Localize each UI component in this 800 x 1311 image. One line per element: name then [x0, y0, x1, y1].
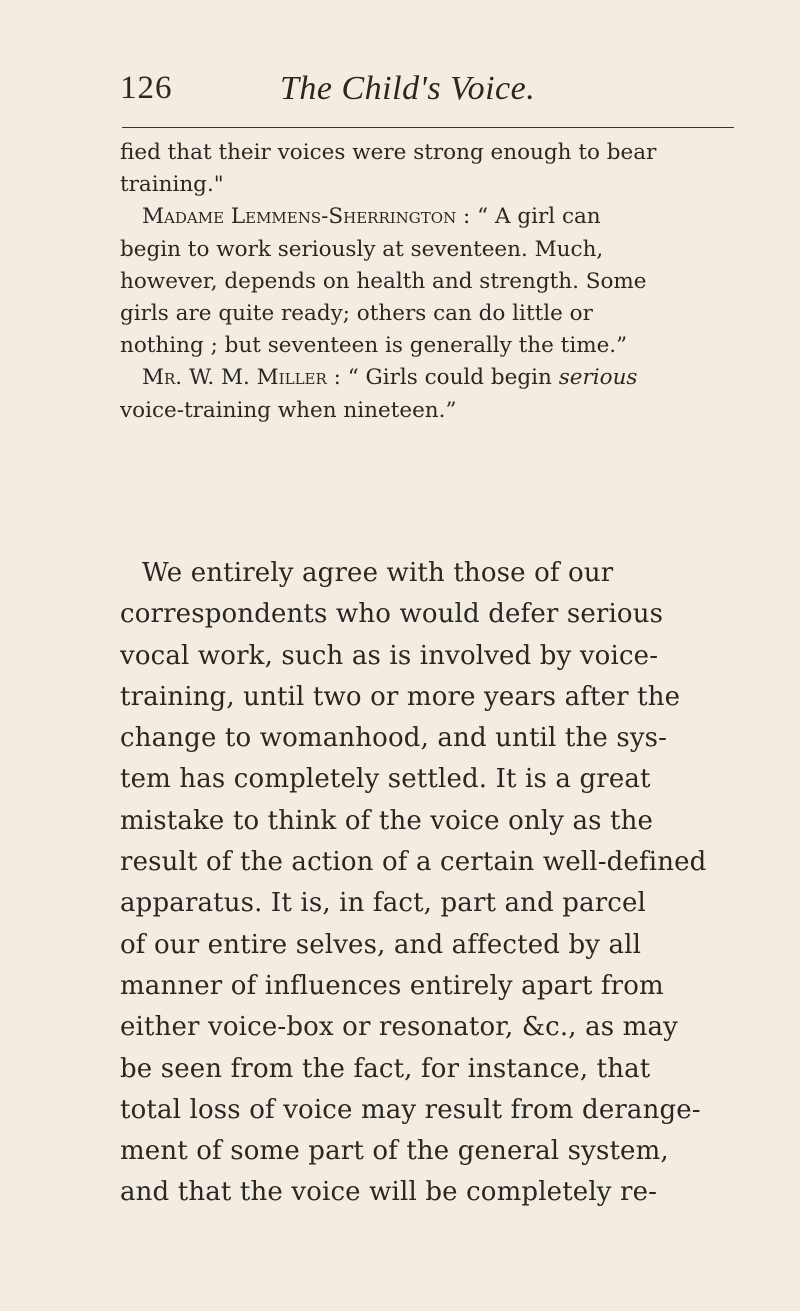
main-paragraph — [120, 553, 760, 1214]
running-title: The Child's Voice. — [280, 70, 536, 107]
text-line: of our entire selves, and affected by all — [120, 929, 642, 960]
text-line: result of the action of a certain well-defined — [120, 847, 707, 878]
text-line: either voice-box or resonator, &c., as may — [120, 1012, 678, 1043]
text-line: voice-training when nineteen.” — [120, 397, 457, 423]
emphasis-text: serious — [558, 365, 638, 391]
text-line: mistake to think of the voice only as the — [120, 805, 654, 836]
text-line: total loss of voice may result from derange- — [120, 1094, 701, 1125]
text-line: begin to work seriously at seventeen. Much, — [120, 236, 604, 262]
text-line: apparatus. It is, in fact, part and parcel — [120, 888, 647, 919]
text-line: manner of influences entirely apart from — [120, 970, 664, 1001]
text-line: and that the voice will be completely re- — [120, 1177, 658, 1208]
text-line: training, until two or more years after the — [120, 681, 681, 712]
text-line: be seen from the fact, for instance, that — [120, 1053, 651, 1084]
text-line: training." — [120, 172, 224, 198]
text-line: correspondents who would defer serious — [120, 599, 664, 630]
text-line: tem has completely settled. It is a great — [120, 764, 651, 795]
quotes-block — [120, 137, 760, 427]
speaker-name: Madame Lemmens-Sherrington : — [142, 204, 471, 230]
text-line: We entirely agree with those of our — [142, 558, 614, 588]
page-number: 126 — [120, 70, 173, 106]
quote-miller-first-line — [120, 362, 760, 394]
quote-text: “ A girl can — [470, 204, 601, 230]
speaker-name: Mr. W. M. Miller : — [142, 365, 341, 391]
text-line: change to womanhood, and until the sys- — [120, 723, 668, 754]
page-header — [120, 70, 740, 110]
text-line: vocal work, such as is involved by voice- — [120, 640, 659, 671]
text-line: fied that their voices were strong enough to bear — [120, 140, 657, 165]
header-rule — [122, 127, 734, 128]
text-line: girls are quite ready; others can do little or — [120, 301, 593, 327]
text-line: however, depends on health and strength. Some — [120, 268, 647, 294]
quote-lemmens-first-line — [120, 201, 760, 233]
text-line: ment of some part of the general system, — [120, 1136, 669, 1167]
text-line: nothing ; but seventeen is generally the time.” — [120, 333, 628, 359]
quote-text: “ Girls could begin — [340, 365, 559, 391]
